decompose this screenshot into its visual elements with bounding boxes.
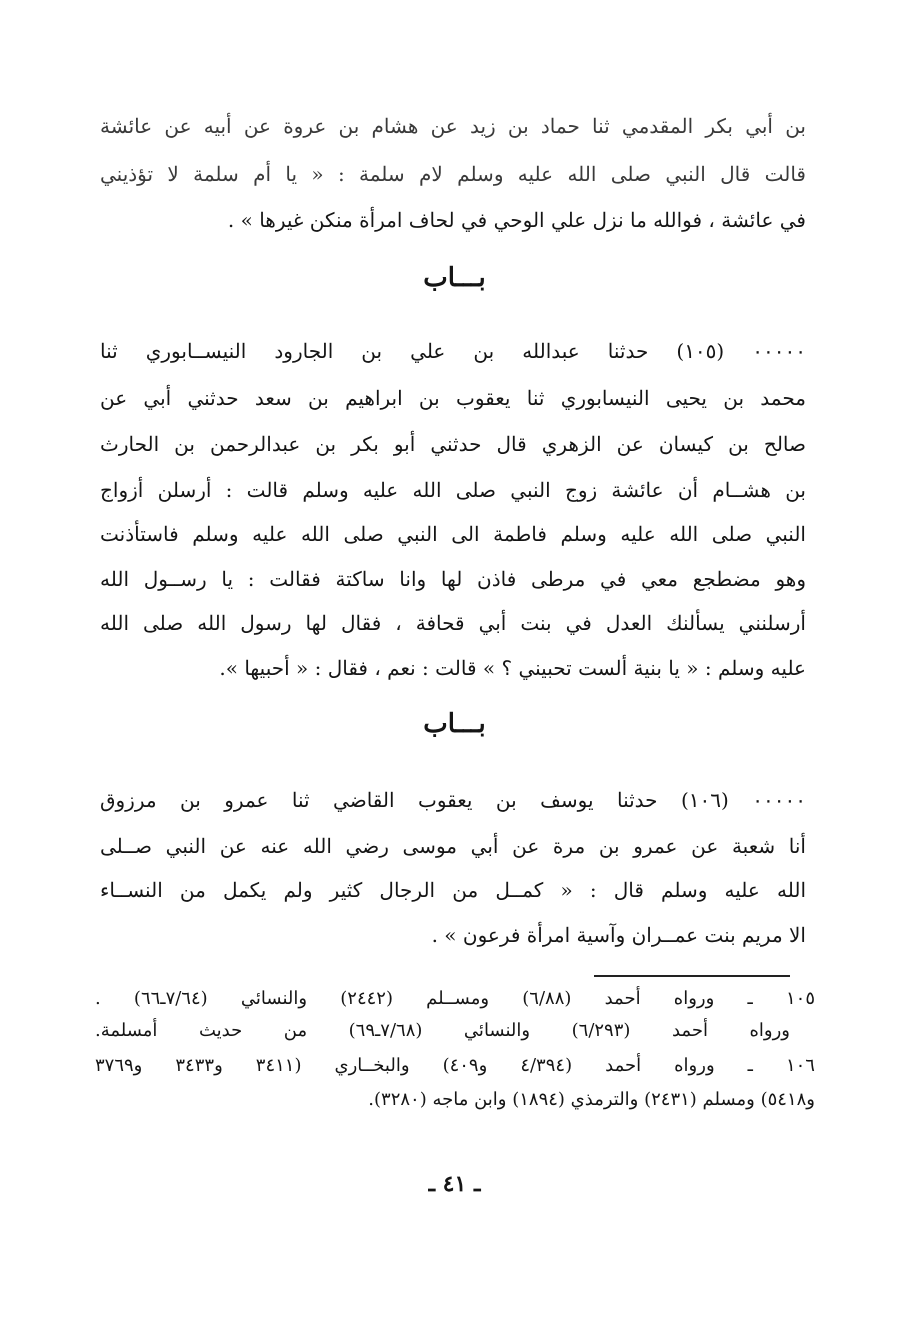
- hadith-line: الله عليه وسلم قال : « كمــل من الرجال كثير ولم يكمل من النســاء: [100, 878, 806, 902]
- footnote-line: ١٠٥ ـ ورواه أحمد (٦/٨٨) ومســلم (٢٤٤٢) والنسائي (٧/٦٤ـ٦٦) .: [95, 988, 815, 1009]
- hadith-line: بن هشــام أن عائشة زوج النبي صلى الله عليه وسلم قالت : أرسلن أزواج: [100, 478, 806, 502]
- text-line: بن أبي بكر المقدمي ثنا حماد بن زيد عن هشام بن عروة عن أبيه عن عائشة: [100, 114, 806, 138]
- hadith-line: عليه وسلم : « يا بنية ألست تحبيني ؟ » قالت : نعم ، فقال : « أحبيها ».: [219, 656, 806, 680]
- footnote-line: ١٠٦ ـ ورواه أحمد (٤/٣٩٤ و٤٠٩) والبخــاري (٣٤١١ و٣٤٣٣ و٣٧٦٩: [95, 1055, 815, 1076]
- hadith-line: ٠٠٠٠٠ (١٠٥) حدثنا عبدالله بن علي بن الجارود النيســابوري ثنا: [100, 339, 806, 363]
- hadith-line: النبي صلى الله عليه وسلم فاطمة الى النبي صلى الله عليه وسلم فاستأذنت: [100, 522, 806, 546]
- hadith-line: محمد بن يحيى النيسابوري ثنا يعقوب بن ابراهيم بن سعد حدثني أبي عن: [100, 386, 806, 410]
- hadith-line: وهو مضطجع معي في مرطى فاذن لها وانا ساكتة فقالت : يا رســول الله: [100, 567, 806, 591]
- footnote-divider: [594, 975, 790, 977]
- page-number: ـ ٤١ ـ: [428, 1171, 481, 1197]
- hadith-line: صالح بن كيسان عن الزهري قال حدثني أبو بكر بن عبدالرحمن بن الحارث: [100, 432, 806, 456]
- footnote-line: و٥٤١٨) ومسلم (٢٤٣١) والترمذي (١٨٩٤) وابن ماجه (٣٢٨٠).: [368, 1089, 815, 1110]
- section-heading: بـــاب: [423, 709, 486, 739]
- hadith-line: أنا شعبة عن عمرو بن مرة عن أبي موسى رضي الله عنه عن النبي صــلى: [100, 834, 806, 858]
- hadith-line: ٠٠٠٠٠ (١٠٦) حدثنا يوسف بن يعقوب القاضي ثنا عمرو بن مرزوق: [100, 788, 806, 812]
- section-heading: بـــاب: [423, 263, 486, 293]
- footnote-line: ورواه أحمد (٦/٢٩٣) والنسائي (٧/٦٨ـ٦٩) من حديث أمسلمة.: [95, 1020, 790, 1041]
- text-line: قالت قال النبي صلى الله عليه وسلم لام سلمة : « يا أم سلمة لا تؤذيني: [100, 162, 806, 186]
- text-line: في عائشة ، فوالله ما نزل علي الوحي في لحاف امرأة منكن غيرها » .: [227, 208, 806, 232]
- hadith-line: أرسلنني يسألنك العدل في بنت أبي قحافة ، فقال لها رسول الله صلى الله: [100, 611, 806, 635]
- hadith-line: الا مريم بنت عمــران وآسية امرأة فرعون » .: [431, 923, 806, 947]
